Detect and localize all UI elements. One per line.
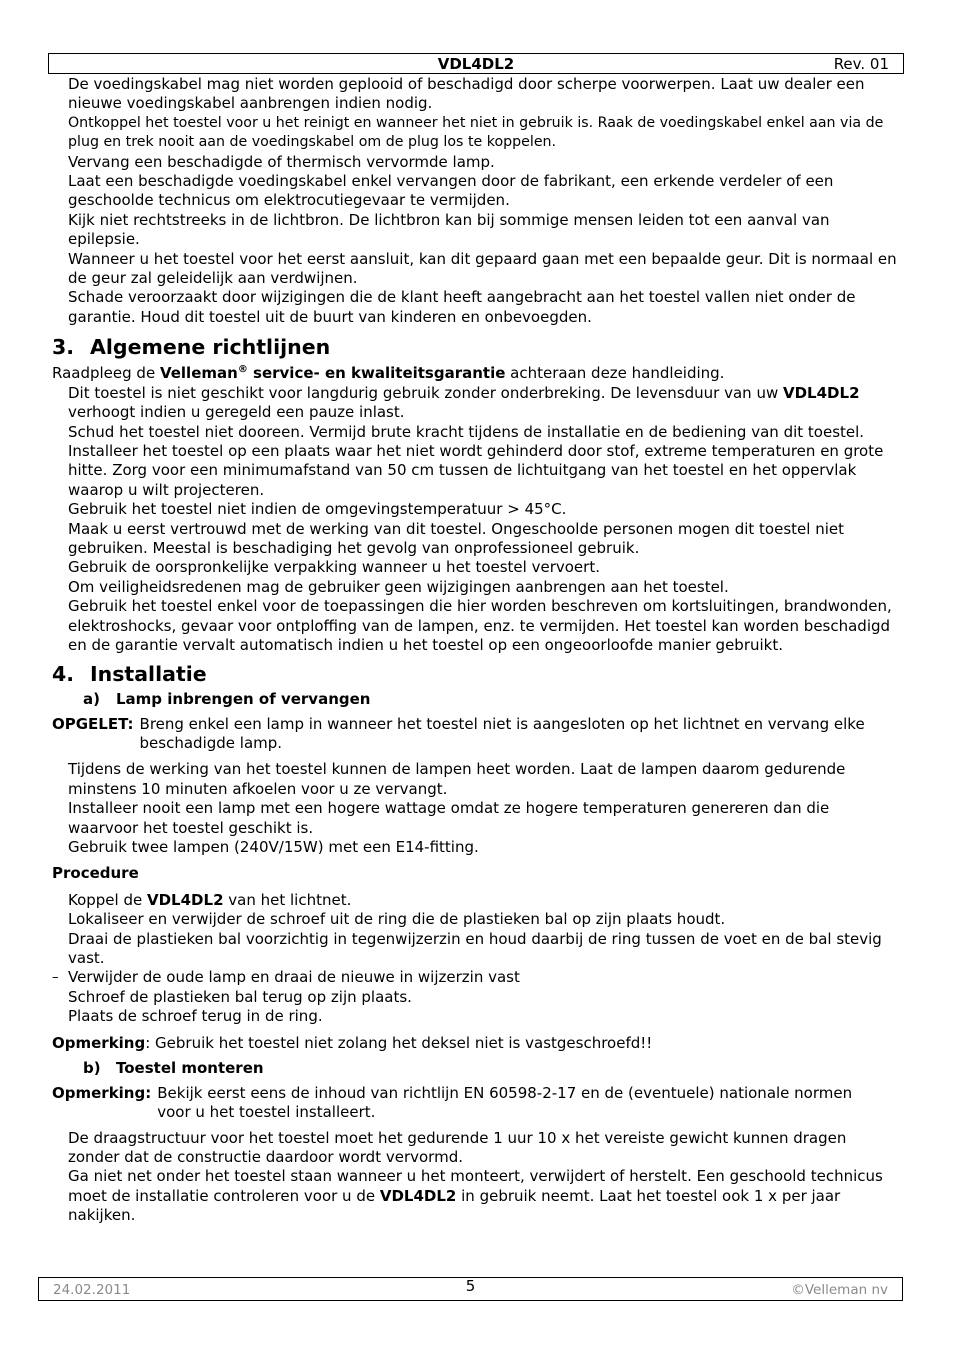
safety-line: Kijk niet rechtstreeks in de lichtbron. De lichtbron kan bij sommige mensen leiden tot een aanval van epilepsie. xyxy=(68,210,830,249)
guideline-line: Gebruik het toestel enkel voor de toepassingen die hier worden beschreven om kortsluitingen, brandwonden, elektroshocks, gevaar voor ontploffing van de lampen, enz. te vermijden. Het toestel kan worden beschadigd en de garantie vervalt automatisch indien u het toestel op een ongeoorloofde manier gebruikt. xyxy=(68,597,892,654)
safety-line: Ontkoppel het toestel voor u het reinigt en wanneer het niet in gebruik is. Raak de voedingskabel enkel aan via de plug en trek nooit aan de voedingskabel om de plug los te koppelen. xyxy=(68,114,884,151)
safety-line: Schade veroorzaakt door wijzigingen die de klant heeft aangebracht aan het toestel vallen niet onder de garantie. Houd dit toestel uit de buurt van kinderen en onbevoegden. xyxy=(68,288,856,326)
guideline-text: Dit toestel is niet geschikt voor langdurig gebruik zonder onderbreking. De levensduur van uw xyxy=(68,383,783,402)
remark-label: Opmerking xyxy=(52,1033,146,1052)
guideline-line: Schud het toestel niet dooreen. Vermijd brute kracht tijdens de installatie en de bediening van dit toestel. xyxy=(68,422,865,441)
guideline-line: Om veiligheidsredenen mag de gebruiker geen wijzigingen aanbrengen aan het toestel. xyxy=(68,577,729,596)
procedure-label: Procedure xyxy=(52,864,139,883)
remark-note xyxy=(52,1084,902,1122)
procedure-step: Draai de plastieken bal voorzichtig in tegenwijzerzin en houd daarbij de ring tussen de voet en de bal stevig vast. xyxy=(68,929,882,968)
footer-copyright: ©Velleman nv xyxy=(791,1282,888,1298)
remark-label: Opmerking: xyxy=(52,1083,152,1102)
procedure-step: Schroef de plastieken bal terug op zijn plaats. xyxy=(68,987,412,1006)
remark-text: Bekijk eerst eens de inhoud van richtlijn EN 60598-2-17 en de (eventuele) nationale normen voor u het toestel installeert. xyxy=(157,1083,853,1121)
section-number: 3. xyxy=(52,335,75,360)
remark-text: : Gebruik het toestel niet zolang het deksel niet is vastgeschroefd!! xyxy=(145,1033,653,1052)
mount-text: in gebruik neemt. Laat het toestel ook 1 x per jaar nakijken. xyxy=(68,1186,841,1225)
section-title: Installatie xyxy=(90,662,207,687)
section-number: 4. xyxy=(52,662,75,687)
lamp-line: Gebruik twee lampen (240V/15W) met een E14-fitting. xyxy=(68,838,479,856)
safety-line: De voedingskabel mag niet worden geplooid of beschadigd door scherpe voorwerpen. Laat uw dealer een nieuwe voedingskabel aanbrengen indien nodig. xyxy=(68,75,865,113)
procedure-text: van het lichtnet. xyxy=(223,890,352,909)
procedure-text: Koppel de xyxy=(68,890,147,909)
brand-name: Velleman xyxy=(159,364,238,383)
header-model: VDL4DL2 xyxy=(437,55,515,73)
remark-note xyxy=(52,1034,902,1053)
safety-line: Wanneer u het toestel voor het eerst aansluit, kan dit gepaard gaan met een bepaalde geur. Dit is normaal en de geur zal geleidelijk aan verdwijnen. xyxy=(68,249,897,288)
subsection-number: b) xyxy=(83,1058,101,1077)
section-3-heading xyxy=(52,335,902,359)
lamp-line: Tijdens de werking van het toestel kunnen de lampen heet worden. Laat de lampen daarom gedurende minstens 10 minuten afkoelen voor u ze vervangt. xyxy=(68,760,846,798)
dash-marker: – xyxy=(52,970,59,986)
procedure-step: Plaats de schroef terug in de ring. xyxy=(68,1007,323,1026)
guideline-line: Installeer het toestel op een plaats waar het niet wordt gehinderd door stof, extreme temperaturen en grote hitte. Zorg voor een minimumafstand van 50 cm tussen de lichtuitgang van het toestel en het oppervlak waarop u wilt projecteren. xyxy=(68,441,884,499)
lamp-line: Installeer nooit een lamp met een hogere wattage omdat ze hogere temperaturen genereren dan die waarvoor het toestel geschikt is. xyxy=(68,799,830,837)
registered-mark: ® xyxy=(237,364,248,376)
page-content xyxy=(52,75,902,1226)
guideline-line: Gebruik het toestel niet indien de omgevingstemperatuur > 45°C. xyxy=(68,500,567,519)
mount-text: Ga niet net onder het toestel staan wanneer u het monteert, verwijdert of herstelt. Een geschoold technicus moet de installatie controleren voor u de xyxy=(68,1167,883,1205)
model-name: VDL4DL2 xyxy=(147,890,224,909)
section-4-heading xyxy=(52,662,902,686)
section-title: Algemene richtlijnen xyxy=(90,335,331,360)
mount-line xyxy=(52,1167,902,1225)
page-number: 5 xyxy=(465,1277,476,1295)
model-name: VDL4DL2 xyxy=(379,1186,457,1205)
header-revision: Rev. 01 xyxy=(833,55,889,73)
warranty-name: service- en kwaliteitsgarantie xyxy=(247,364,506,383)
warning-label: OPGELET: xyxy=(52,715,134,734)
warning-note xyxy=(52,715,902,753)
guideline-text: verhoogt indien u geregeld een pauze inlast. xyxy=(68,403,405,422)
intro-text: Raadpleeg de xyxy=(52,364,160,383)
model-name: VDL4DL2 xyxy=(783,383,860,402)
procedure-step: Lokaliseer en verwijder de schroef uit de ring die de plastieken bal op zijn plaats houdt. xyxy=(68,910,726,929)
guideline-line: Gebruik de oorspronkelijke verpakking wanneer u het toestel vervoert. xyxy=(68,558,600,577)
safety-line: Laat een beschadigde voedingskabel enkel vervangen door de fabrikant, een erkende verdeler of een geschoolde technicus om elektrocutiegevaar te vermijden. xyxy=(68,172,834,210)
procedure-text: Verwijder de oude lamp en draai de nieuwe in wijzerzin vast xyxy=(68,968,520,987)
page-footer xyxy=(38,1277,903,1301)
subsection-number: a) xyxy=(83,690,100,709)
safety-line: Vervang een beschadigde of thermisch vervormde lamp. xyxy=(68,152,495,171)
intro-text: achteraan deze handleiding. xyxy=(505,364,725,383)
procedure-step xyxy=(52,968,902,987)
guideline-line xyxy=(52,384,902,423)
guideline-line: Maak u eerst vertrouwd met de werking van dit toestel. Ongeschoolde personen mogen dit toestel niet gebruiken. Meestal is beschadiging het gevolg van onprofessioneel gebruik. xyxy=(68,519,844,557)
subsection-title: Lamp inbrengen of vervangen xyxy=(116,690,371,709)
subsection-a-heading xyxy=(52,689,902,709)
footer-date: 24.02.2011 xyxy=(53,1282,131,1298)
page-header xyxy=(48,53,904,74)
subsection-title: Toestel monteren xyxy=(116,1058,264,1077)
section-3-intro xyxy=(52,364,902,383)
procedure-step xyxy=(52,891,902,910)
warning-text: Breng enkel een lamp in wanneer het toestel niet is aangesloten op het lichtnet en vervang elke beschadigde lamp. xyxy=(139,715,865,753)
mount-line: De draagstructuur voor het toestel moet het gedurende 1 uur 10 x het vereiste gewicht kunnen dragen zonder dat de constructie daardoor wordt vervormd. xyxy=(68,1128,847,1167)
subsection-b-heading xyxy=(52,1058,902,1078)
